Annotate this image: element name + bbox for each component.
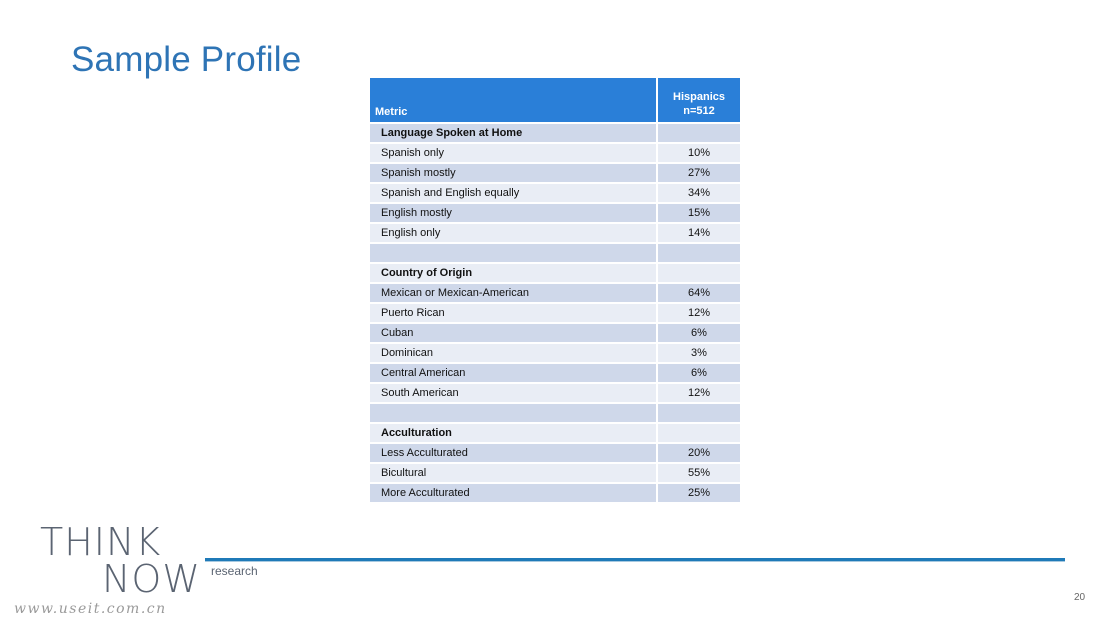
hispanics-header-label: Hispanics <box>673 91 725 103</box>
row-label: Puerto Rican <box>370 302 658 322</box>
table-row <box>370 122 740 142</box>
row-label: Language Spoken at Home <box>370 122 658 142</box>
page-number: 20 <box>1074 592 1086 603</box>
row-value: 12% <box>658 382 740 402</box>
row-value <box>658 402 740 422</box>
row-value: 20% <box>658 442 740 462</box>
table-row <box>370 382 740 402</box>
row-label: Spanish mostly <box>370 162 658 182</box>
row-value: 12% <box>658 302 740 322</box>
table-row <box>370 442 740 462</box>
table-row <box>370 362 740 382</box>
metric-header: Metric <box>370 78 658 122</box>
row-value: 3% <box>658 342 740 362</box>
table-row <box>370 282 740 302</box>
table-row <box>370 462 740 482</box>
table-row <box>370 162 740 182</box>
table-row <box>370 302 740 322</box>
table-row <box>370 422 740 442</box>
row-label: Less Acculturated <box>370 442 658 462</box>
row-label: Central American <box>370 362 658 382</box>
table-row <box>370 142 740 162</box>
row-label: Country of Origin <box>370 262 658 282</box>
table-row <box>370 262 740 282</box>
row-value: 14% <box>658 222 740 242</box>
row-label <box>370 242 658 262</box>
logo-now: NOW <box>102 557 201 601</box>
row-value: 55% <box>658 462 740 482</box>
logo-think: THINK <box>40 520 162 564</box>
row-value: 15% <box>658 202 740 222</box>
table-row <box>370 202 740 222</box>
table-row <box>370 322 740 342</box>
row-label: South American <box>370 382 658 402</box>
row-value <box>658 262 740 282</box>
row-label: Mexican or Mexican-American <box>370 282 658 302</box>
table-header-row <box>370 78 740 122</box>
table-row-spacer <box>370 242 740 262</box>
footer-divider-shadow <box>205 561 1065 562</box>
sample-profile-table <box>370 78 740 502</box>
row-label: Dominican <box>370 342 658 362</box>
row-label: Cuban <box>370 322 658 342</box>
table-row-spacer <box>370 402 740 422</box>
row-label: Bicultural <box>370 462 658 482</box>
row-label: English only <box>370 222 658 242</box>
row-value <box>658 422 740 442</box>
row-value: 6% <box>658 322 740 342</box>
row-value: 10% <box>658 142 740 162</box>
table-row <box>370 342 740 362</box>
watermark: www.useit.com.cn <box>14 601 167 617</box>
row-value: 25% <box>658 482 740 502</box>
hispanics-header <box>658 78 740 122</box>
row-value: 34% <box>658 182 740 202</box>
row-value: 6% <box>658 362 740 382</box>
hispanics-header-n: n=512 <box>683 105 715 117</box>
row-label: Spanish only <box>370 142 658 162</box>
row-label: Spanish and English equally <box>370 182 658 202</box>
table-row <box>370 482 740 502</box>
row-value <box>658 122 740 142</box>
row-value <box>658 242 740 262</box>
row-value: 27% <box>658 162 740 182</box>
row-label: English mostly <box>370 202 658 222</box>
table-row <box>370 222 740 242</box>
slide-title: Sample Profile <box>71 40 302 79</box>
row-label: More Acculturated <box>370 482 658 502</box>
row-label: Acculturation <box>370 422 658 442</box>
logo-research: research <box>211 564 258 578</box>
row-value: 64% <box>658 282 740 302</box>
row-label <box>370 402 658 422</box>
table-row <box>370 182 740 202</box>
